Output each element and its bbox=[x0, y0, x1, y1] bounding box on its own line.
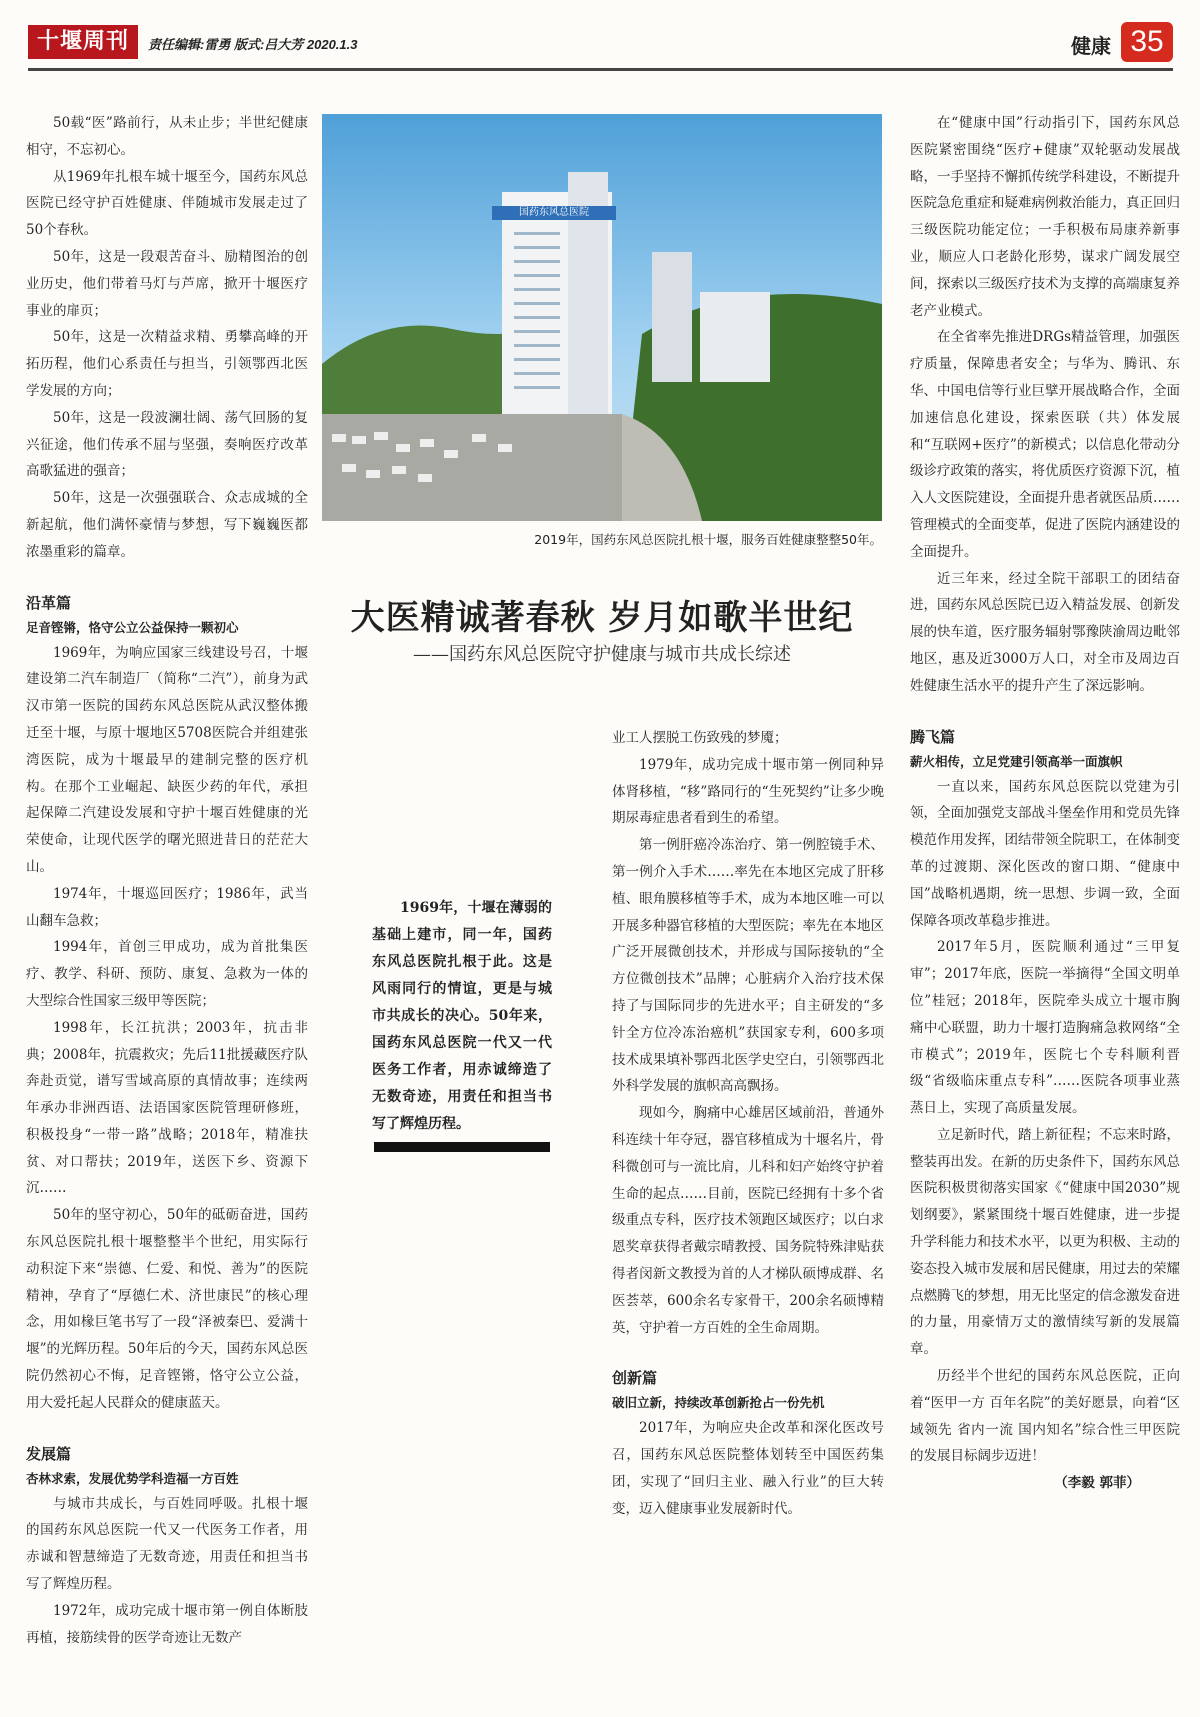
section-subheading: 足音铿锵，恪守公立公益保持一颗初心 bbox=[26, 619, 239, 635]
hospital-photo bbox=[322, 114, 882, 521]
headline: 大医精诚著春秋 岁月如歌半世纪 bbox=[350, 598, 854, 638]
subheadline: ——国药东风总医院守护健康与城市共成长综述 bbox=[413, 644, 791, 665]
paragraph: 50年，这是一次精益求精、勇攀高峰的开拓历程，他们心系责任与担当，引领鄂西北医学发展的方向； bbox=[26, 329, 308, 399]
paragraph: 1972年，成功完成十堰市第一例自体断肢再植，接筋续骨的医学奇迹让无数产 bbox=[26, 1602, 308, 1646]
paragraph: 从1969年扎根车城十堰至今，国药东风总医院已经守护百姓健康、伴随城市发展走过了50个春秋。 bbox=[26, 168, 308, 239]
paragraph: 业工人摆脱工伤致残的梦魇； bbox=[612, 730, 788, 746]
section-heading: 发展篇 bbox=[26, 1444, 72, 1463]
paragraph: 2017年，为响应央企改革和深化医改号召，国药东风总医院整体划转至中国医药集团，实现了“回归主业、融入行业”的巨大转变，迈入健康事业发展新时代。 bbox=[612, 1420, 884, 1517]
paragraph: 立足新时代，踏上新征程；不忘来时路，整装再出发。在新的历史条件下，国药东风总医院积极贯彻落实国家《“健康中国2030”规划纲要》，紧紧围绕十堰百姓健康，进一步提升学科能力和技术水平，以更为积极、主动的姿态投入城市发展和居民健康，用过去的荣耀点燃腾飞的梦想，用无比坚定的信念激发奋进的力量，用豪情万丈的激情续写新的发展篇章。 bbox=[910, 1126, 1180, 1358]
paragraph: 1969年，为响应国家三线建设号召，十堰建设第二汽车制造厂（简称“二汽”），前身为武汉市第一医院的国药东风总医院从武汉整体搬迁至十堰，与原十堰地区5708医院合并组建张湾医院，成为十堰最早的建制完整的医疗机构。在那个工业崛起、缺医少药的年代，承担起保障二汽建设发展和守护十堰百姓健康的光荣使命，让现代医学的曙光照进昔日的茫茫大山。 bbox=[26, 644, 308, 875]
pull-quote-bar bbox=[374, 1142, 550, 1152]
hospital-illustration bbox=[322, 114, 882, 521]
section-heading: 腾飞篇 bbox=[910, 727, 956, 746]
paragraph: 在全省率先推进DRGs精益管理，加强医疗质量，保障患者安全；与华为、腾讯、东华、中国电信等行业巨擘开展战略合作，全面加速信息化建设，探索医联（共）体发展和“互联网+医疗”的新模式；以信息化带动分级诊疗政策的落实，将优质医疗资源下沉，植入人文医院建设，全面提升患者就医品质……管理模式的全面变革，促进了医院内涵建设的全面提升。 bbox=[910, 329, 1180, 560]
paragraph: 1979年，成功完成十堰市第一例同种异体肾移植，“移”路同行的“生死契约”让多少晚期尿毒症患者看到生的希望。 bbox=[612, 756, 884, 827]
paragraph: 2017年5月，医院顺利通过“三甲复审”；2017年底，医院一举摘得“全国文明单位”桂冠；2018年，医院牵头成立十堰市胸痛中心联盟，助力十堰打造胸痛急救网络“全市模式”；2019年，医院七个专科顺利晋级“省级临床重点专科”……医院各项事业蒸蒸日上，实现了高质量发展。 bbox=[910, 939, 1180, 1117]
paragraph: 与城市共成长，与百姓同呼吸。扎根十堰的国药东风总医院一代又一代医务工作者，用赤诚和智慧缔造了无数奇迹，用责任和担当书写了辉煌历程。 bbox=[26, 1495, 308, 1593]
section-subheading: 薪火相传，立足党建引领高举一面旗帜 bbox=[910, 753, 1123, 769]
header-rule bbox=[28, 68, 1173, 71]
paragraph: 现如今，胸痛中心雄居区域前沿，普通外科连续十年夺冠，器官移植成为十堰名片，骨科微创可与一流比肩，儿科和妇产始终守护着生命的起点……目前，医院已经拥有十多个省级重点专科，医疗技术领跑区域医疗；以白求恩奖章获得者戴宗晴教授、国务院特殊津贴获得者闵新文教授为首的人才梯队硕博成群、名医荟萃，600余名专家骨干，200余名硕博精英，守护着一方百姓的全生命周期。 bbox=[612, 1105, 884, 1336]
paragraph: 在“健康中国”行动指引下，国药东风总医院紧密围绕“医疗+健康”双轮驱动发展战略，一手坚持不懈抓传统学科建设，不断提升医院急危重症和疑难病例救治能力，真正回归三级医院功能定位；一手积极布局康养新事业，顺应人口老龄化形势，谋求广阔发展空间，探索以三级医疗技术为支撑的高端康复养老产业模式。 bbox=[910, 115, 1180, 319]
photo-caption: 2019年，国药东风总医院扎根十堰，服务百姓健康整整50年。 bbox=[534, 532, 882, 547]
column-4 bbox=[910, 110, 1180, 1497]
paragraph: 第一例肝癌冷冻治疗、第一例腔镜手术、第一例介入手术……率先在本地区完成了肝移植、眼角膜移植等手术，成为本地区唯一可以开展多种器官移植的大型医院；率先在本地区广泛开展微创技术，并形成与国际接轨的“全方位微创技术”品牌；心脏病介入治疗技术保持了与国际同步的先进水平；自主研发的“多针全方位冷冻治癌机”获国家专利，600多项技术成果填补鄂西北医学史空白，引领鄂西北外科学发展的旗帜高高飘扬。 bbox=[612, 837, 884, 1095]
paragraph: 50年，这是一段波澜壮阔、荡气回肠的复兴征途，他们传承不屈与坚强，奏响医疗改革高歌猛进的强音； bbox=[26, 409, 308, 480]
page-header bbox=[28, 22, 1173, 64]
section-title: 健康 bbox=[1071, 34, 1111, 58]
pull-quote: 1969年，十堰在薄弱的基础上建市，同一年，国药东风总医院扎根于此。这是风雨同行的情谊，更是与城市共成长的决心。50年来，国药东风总医院一代又一代医务工作者，用赤诚缔造了无数奇迹，用责任和担当书写了辉煌历程。 bbox=[372, 900, 552, 1132]
masthead: 十堰周刊 bbox=[28, 25, 138, 59]
paragraph: 一直以来，国药东风总医院以党建为引领，全面加强党支部战斗堡垒作用和党员先锋模范作用发挥，团结带领全院职工，在体制变革的过渡期、深化医改的窗口期、“健康中国”战略机遇期，统一思想、步调一致，全面保障各项改革稳步推进。 bbox=[910, 778, 1180, 929]
editor-credits: 责任编辑:雷勇 版式:吕大芳 2020.1.3 bbox=[148, 37, 358, 52]
paragraph: 50载“医”路前行，从未止步；半世纪健康相守，不忘初心。 bbox=[26, 115, 308, 158]
paragraph: 1994年，首创三甲成功，成为首批集医疗、教学、科研、预防、康复、急救为一体的大型综合性国家三级甲等医院； bbox=[26, 939, 308, 1009]
hospital-sign: 国药东风总医院 bbox=[519, 207, 589, 218]
page-number: 35 bbox=[1121, 22, 1173, 62]
section-subheading: 破旧立新，持续改革创新抢占一份先机 bbox=[612, 1395, 825, 1411]
paragraph: 50年，这是一段艰苦奋斗、励精图治的创业历史，他们带着马灯与芦席，掀开十堰医疗事业的扉页； bbox=[26, 248, 308, 319]
section-heading: 创新篇 bbox=[612, 1369, 658, 1388]
paragraph: 50年，这是一次强强联合、众志成城的全新起航，他们满怀豪情与梦想，写下巍巍医都浓墨重彩的篇章。 bbox=[26, 490, 308, 560]
paragraph: 1974年，十堰巡回医疗；1986年，武当山翻车急救； bbox=[26, 885, 308, 929]
paragraph: 历经半个世纪的国药东风总医院，正向着“医甲一方 百年名院”的美好愿景，向着“区域领先 省内一流 国内知名”综合性三甲医院的发展目标阔步迈进！ bbox=[910, 1368, 1180, 1465]
column-1 bbox=[26, 110, 308, 1651]
section-subheading: 杏林求索，发展优势学科造福一方百姓 bbox=[26, 1470, 239, 1486]
paragraph: 近三年来，经过全院干部职工的团结奋进，国药东风总医院已迈入精益发展、创新发展的快车道，医疗服务辐射鄂豫陕渝周边毗邻地区，惠及近3000万人口，对全市及周边百姓健康生活水平的提升产生了深远影响。 bbox=[910, 570, 1180, 694]
paragraph: 1998年，长江抗洪；2003年，抗击非典；2008年，抗震救灾；先后11批援藏医疗队奔赴贡觉，谱写雪域高原的真情故事；连续两年承办非洲西语、法语国家医院管理研修班，积极投身“一带一路”战略；2018年，精准扶贫、对口帮扶；2019年，送医下乡、资源下沉…… bbox=[26, 1019, 308, 1197]
column-3 bbox=[612, 725, 884, 1523]
author-signature: （李毅 郭菲） bbox=[1054, 1475, 1140, 1492]
paragraph: 50年的坚守初心，50年的砥砺奋进，国药东风总医院扎根十堰整整半个世纪，用实际行动积淀下来“崇德、仁爱、和悦、善为”的医院精神，孕育了“厚德仁术、济世康民”的核心理念，用如椽巨笔书写了一段“泽被秦巴、爱满十堰”的光辉历程。50年后的今天，国药东风总医院仍然初心不悔，足音铿锵，恪守公立公益，用大爱托起人民群众的健康蓝天。 bbox=[26, 1207, 308, 1411]
section-heading: 沿革篇 bbox=[26, 593, 72, 612]
